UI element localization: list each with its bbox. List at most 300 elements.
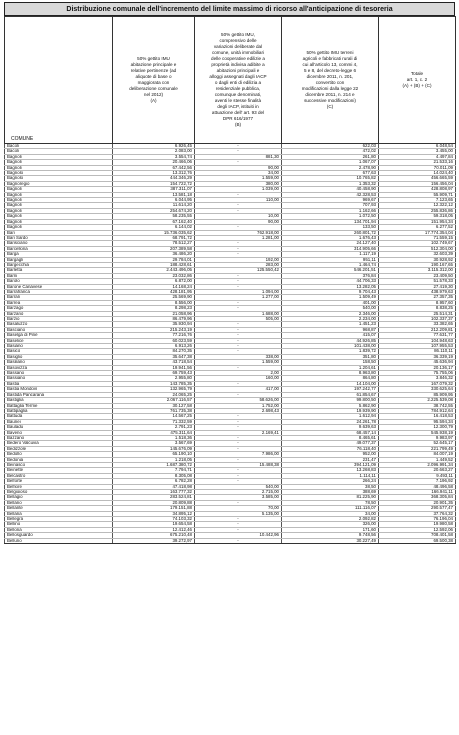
cell-imu-abitazione: 207.389,58	[113, 246, 195, 251]
cell-imu-cooperative: 1.752,00	[195, 403, 282, 408]
cell-totale: 708.401,58	[379, 533, 456, 538]
cell-totale: 16.418,53	[379, 414, 456, 419]
cell-totale: 25.514,31	[379, 311, 456, 316]
cell-imu-abitazione: 67.442,56	[113, 165, 195, 170]
cell-totale: 8.957,60	[379, 300, 456, 305]
cell-imu-abitazione: 8.305,08	[113, 473, 195, 478]
column-header-comune	[5, 17, 113, 144]
cell-comune: Bagnoli	[5, 198, 113, 203]
cell-totale: 12.322,12	[379, 203, 456, 208]
cell-imu-cooperative: 7.986,00	[195, 452, 282, 457]
column-header-line: comune, unità immobiliari	[211, 50, 265, 55]
cell-imu-terreni: 622,03	[282, 144, 379, 149]
cell-imu-terreni: 1.839,72	[282, 349, 379, 354]
table-title	[4, 2, 455, 16]
cell-comune: Bellegra	[5, 517, 113, 522]
cell-imu-terreni: 19.939,90	[282, 408, 379, 413]
cell-imu-terreni: 1.612,94	[282, 414, 379, 419]
cell-totale: 8.838,25	[379, 306, 456, 311]
cell-imu-cooperative: 90,00	[195, 165, 282, 170]
cell-imu-terreni: 2.092,82	[282, 517, 379, 522]
cell-imu-abitazione: 60.023,59	[113, 338, 195, 343]
column-header-line: aventi le stesse finalità	[214, 98, 262, 103]
cell-totale: 7.196,92	[379, 479, 456, 484]
cell-imu-abitazione: 13.581,18	[113, 192, 195, 197]
cell-imu-abitazione: 154.722,72	[113, 181, 195, 186]
column-header-line: abitazione principale e	[130, 62, 177, 67]
cell-imu-terreni: 44.926,85	[282, 338, 379, 343]
cell-comune: Bargecchia	[5, 262, 113, 267]
cell-comune: Basiano	[5, 344, 113, 349]
cell-imu-abitazione: 675.210,48	[113, 533, 195, 538]
cell-imu-cooperative: 2,00	[195, 371, 282, 376]
cell-comune: Bellante	[5, 506, 113, 511]
cell-comune: Barisciano	[5, 241, 113, 246]
cell-totale: 59.318,05	[379, 214, 456, 219]
cell-imu-cooperative: -	[195, 435, 282, 440]
cell-comune: Basovizza	[5, 365, 113, 370]
cell-imu-abitazione: 78.512,27	[113, 241, 195, 246]
cell-imu-terreni: 415,07	[282, 333, 379, 338]
cell-imu-terreni: 134.701,94	[282, 219, 379, 224]
cell-imu-cooperative: 5.135,00	[195, 511, 282, 516]
cell-comune: Bagnoli	[5, 219, 113, 224]
cell-totale: 32.603,39	[379, 252, 456, 257]
cell-imu-terreni: 38,50	[282, 484, 379, 489]
cell-comune: Bagnolo	[5, 176, 113, 181]
cell-imu-cooperative: -	[195, 252, 282, 257]
cell-totale: 48.496,58	[379, 484, 456, 489]
cell-totale: 37.764,32	[379, 511, 456, 516]
cell-imu-terreni: 24.127,40	[282, 241, 379, 246]
cell-imu-abitazione: 29.784,01	[113, 257, 195, 262]
cell-imu-abitazione: 21.058,96	[113, 311, 195, 316]
table-header-row	[5, 17, 456, 144]
cell-totale: 75.755,06	[379, 371, 456, 376]
cell-imu-abitazione: 2.955,80	[113, 376, 195, 381]
cell-totale: 190.167,65	[379, 262, 456, 267]
cell-imu-cooperative: -	[195, 203, 282, 208]
cell-comune: Basiliano	[5, 360, 113, 365]
cell-totale: 102.337,37	[379, 317, 456, 322]
cell-imu-cooperative: -	[195, 446, 282, 451]
cell-imu-terreni: 14.104,00	[282, 381, 379, 386]
cell-imu-abitazione: 387.311,07	[113, 187, 195, 192]
cell-imu-cooperative: -	[195, 160, 282, 165]
cell-imu-cooperative: -	[195, 279, 282, 284]
cell-imu-abitazione: 13.312,76	[113, 171, 195, 176]
cell-imu-abitazione: 36.486,20	[113, 252, 195, 257]
cell-imu-cooperative: -	[195, 538, 282, 543]
cell-imu-cooperative: 90,00	[195, 219, 282, 224]
cell-imu-terreni: 707,93	[282, 203, 379, 208]
cell-comune: Beinette	[5, 468, 113, 473]
column-header-line: dicembre 2011, n. 214 e	[305, 92, 355, 97]
cell-imu-abitazione: 8.556,00	[113, 300, 195, 305]
cell-comune: Barga	[5, 252, 113, 257]
cell-imu-abitazione: 3.554,74	[113, 154, 195, 159]
cell-comune: Belcastro	[5, 473, 113, 478]
cell-comune: Basciano	[5, 327, 113, 332]
cell-imu-abitazione: 39.272,97	[113, 538, 195, 543]
cell-comune: Bagnoli	[5, 225, 113, 230]
cell-imu-cooperative: 34,00	[195, 171, 282, 176]
cell-comune: Bagnoli	[5, 208, 113, 213]
cell-totale: 2.225.539,08	[379, 398, 456, 403]
cell-imu-cooperative: 1.688,00	[195, 311, 282, 316]
cell-imu-cooperative: 125.550,42	[195, 268, 282, 273]
column-header-line: comunque denominati,	[214, 92, 262, 97]
cell-totale: 167.079,32	[379, 381, 456, 386]
column-header-line: delle cooperative edilizie a	[211, 56, 265, 61]
cell-imu-terreni: 101.438,00	[282, 344, 379, 349]
cell-totale: 12.300,79	[379, 425, 456, 430]
cell-imu-cooperative: 1.559,00	[195, 176, 282, 181]
cell-totale: 17.774.354,04	[379, 230, 456, 235]
cell-totale: 255.836,86	[379, 208, 456, 213]
cell-imu-terreni: 388,69	[282, 490, 379, 495]
column-header-line: (B)	[234, 122, 242, 127]
column-header-line: abitazioni principali e	[216, 68, 260, 73]
cell-comune: Bagnoli	[5, 160, 113, 165]
cell-totale: 428.808,97	[379, 187, 456, 192]
cell-comune: Bellona	[5, 527, 113, 532]
cell-comune: Bazzano	[5, 435, 113, 440]
column-header-line: Totale	[410, 71, 424, 76]
cell-imu-terreni: 1.072,50	[282, 214, 379, 219]
cell-imu-cooperative: -	[195, 479, 282, 484]
cell-imu-cooperative: 505,00	[195, 317, 282, 322]
cell-imu-terreni: 472,02	[282, 149, 379, 154]
cell-totale: 212.209,81	[379, 327, 456, 332]
cell-imu-terreni: 1.162,66	[282, 208, 379, 213]
cell-totale: 368.305,84	[379, 495, 456, 500]
cell-comune: Bedonia	[5, 457, 113, 462]
cell-imu-cooperative: -	[195, 338, 282, 343]
cell-imu-abitazione: 6.913,26	[113, 344, 195, 349]
cell-comune: Barzago	[5, 306, 113, 311]
cell-totale: 456.665,59	[379, 176, 456, 181]
cell-imu-cooperative: 338,00	[195, 354, 282, 359]
column-header-line: 50% gettito IMU,	[221, 32, 255, 37]
column-header-line: agricoli e fabbricati rurali di	[302, 56, 358, 61]
cell-imu-cooperative: -	[195, 192, 282, 197]
cell-imu-abitazione: 254.674,20	[113, 208, 195, 213]
cell-imu-cooperative: -	[195, 365, 282, 370]
cell-imu-cooperative: -	[195, 381, 282, 386]
cell-imu-abitazione: 179.151,88	[113, 506, 195, 511]
cell-comune: Basiglio	[5, 354, 113, 359]
column-header-line: maggiorata con	[137, 80, 170, 85]
cell-totale: 86.110,11	[379, 349, 456, 354]
cell-imu-cooperative: 160,00	[195, 376, 282, 381]
cell-imu-abitazione: 2.443.496,05	[113, 268, 195, 273]
cell-imu-cooperative: -	[195, 517, 282, 522]
cell-comune: Bedero Valcuvia	[5, 441, 113, 446]
cell-comune: Bellino	[5, 522, 113, 527]
cell-imu-abitazione: 283.524,81	[113, 495, 195, 500]
cell-imu-terreni: 1.464,74	[282, 262, 379, 267]
cell-imu-cooperative: 2.169,41	[195, 430, 282, 435]
cell-imu-cooperative: 881,30	[195, 154, 282, 159]
cell-comune: Bedizzole	[5, 446, 113, 451]
cell-comune: Barzio	[5, 317, 113, 322]
cell-imu-cooperative: 283,00	[195, 262, 282, 267]
cell-comune: Bedollo	[5, 452, 113, 457]
cell-imu-abitazione: 6.926,45	[113, 144, 195, 149]
cell-imu-cooperative: -	[195, 333, 282, 338]
cell-imu-abitazione: 30.127,58	[113, 403, 195, 408]
cell-imu-abitazione: 7.794,71	[113, 468, 195, 473]
cell-imu-abitazione: 35.647,38	[113, 354, 195, 359]
column-header-line: (C)	[326, 104, 334, 109]
table-body	[5, 144, 456, 544]
cell-imu-terreni: 111.116,07	[282, 506, 379, 511]
cell-comune: Basicò	[5, 349, 113, 354]
cell-imu-terreni: 9.748,56	[282, 533, 379, 538]
cell-imu-terreni: 261,80	[282, 154, 379, 159]
cell-imu-abitazione: 1.218,05	[113, 457, 195, 462]
cell-totale: 20.136,17	[379, 365, 456, 370]
cell-totale: 166.941,11	[379, 490, 456, 495]
cell-imu-abitazione: 15.736.035,62	[113, 230, 195, 235]
cell-imu-cooperative: -	[195, 327, 282, 332]
cell-comune: Bellano	[5, 500, 113, 505]
cell-imu-cooperative: 70,00	[195, 506, 282, 511]
cell-imu-terreni: 42.328,53	[282, 192, 379, 197]
cell-comune: Bagnoli	[5, 203, 113, 208]
cell-comune: Bacoli	[5, 144, 113, 149]
cell-imu-cooperative: 3.585,00	[195, 495, 282, 500]
cell-imu-terreni: 864,80	[282, 376, 379, 381]
cell-comune: Bargagli	[5, 257, 113, 262]
cell-totale: 70.011,09	[379, 165, 456, 170]
cell-comune: Battaglia Terme	[5, 403, 113, 408]
column-header-line: attuazione dell' art. 93 del	[211, 110, 265, 115]
column-header-line: modificazioni dalla legge 22	[301, 86, 359, 91]
cell-imu-terreni: 1.204,61	[282, 365, 379, 370]
cell-imu-terreni: 969,67	[282, 198, 379, 203]
cell-imu-abitazione: 14.168,24	[113, 284, 195, 289]
cell-imu-terreni: 1.353,32	[282, 181, 379, 186]
cell-imu-terreni: 68.457,14	[282, 430, 379, 435]
cell-imu-cooperative: -	[195, 527, 282, 532]
cell-totale: 6.277,52	[379, 225, 456, 230]
cell-totale: 20.901,35	[379, 500, 456, 505]
column-header-line: comprensivo delle	[219, 38, 257, 43]
cell-comune: Bari Sardo	[5, 235, 113, 240]
column-header-line: 50% gettito IMU terreni	[306, 50, 354, 55]
cell-totale: 102.749,67	[379, 241, 456, 246]
cell-comune: Barolo	[5, 279, 113, 284]
cell-comune: Bastiglia	[5, 398, 113, 403]
cell-comune: Baselice	[5, 338, 113, 343]
cell-comune: Bassiano	[5, 376, 113, 381]
cell-imu-abitazione: 77.216,76	[113, 333, 195, 338]
cell-imu-terreni: 351,80	[282, 354, 379, 359]
cell-imu-cooperative: 1.277,00	[195, 295, 282, 300]
cell-imu-abitazione: 23.032,86	[113, 273, 195, 278]
column-header-line: dicembre 2011, n. 201,	[306, 74, 354, 79]
cell-imu-cooperative: 1.039,00	[195, 187, 282, 192]
column-header-line: 5 e 8, del decreto-legge 6	[303, 68, 357, 73]
cell-imu-cooperative: 15.488,38	[195, 462, 282, 467]
cell-imu-terreni: 13.282,05	[282, 284, 379, 289]
cell-imu-abitazione: 2.791,23	[113, 425, 195, 430]
cell-comune: Bellaria	[5, 511, 113, 516]
cell-imu-abitazione: 69.759,43	[113, 371, 195, 376]
cell-imu-terreni: 30.227,49	[282, 538, 379, 543]
cell-imu-cooperative: -	[195, 306, 282, 311]
cell-imu-abitazione: 24.065,25	[113, 392, 195, 397]
cell-comune: Barletta	[5, 268, 113, 273]
column-header-line: degli IACP, istituiti in	[217, 104, 259, 109]
cell-imu-cooperative: 1.281,00	[195, 235, 282, 240]
cell-comune: Basaluzzo	[5, 322, 113, 327]
cell-imu-abitazione: 19.941,56	[113, 365, 195, 370]
cell-imu-terreni: 171,60	[282, 527, 379, 532]
cell-imu-terreni: 314.905,66	[282, 246, 379, 251]
cell-comune: Belluno	[5, 538, 113, 543]
cell-imu-abitazione: 34.895,12	[113, 511, 195, 516]
table-row	[5, 538, 456, 543]
cell-imu-cooperative: -	[195, 241, 282, 246]
cell-comune: Baunei	[5, 419, 113, 424]
cell-imu-cooperative: -	[195, 349, 282, 354]
cell-imu-cooperative: -	[195, 473, 282, 478]
cell-totale: 3.846,32	[379, 376, 456, 381]
cell-imu-abitazione: 1.518,36	[113, 435, 195, 440]
cell-comune: Belfiore	[5, 484, 113, 489]
cell-totale: 330.625,64	[379, 387, 456, 392]
cell-imu-terreni: 24.261,78	[282, 419, 379, 424]
cell-imu-cooperative: 110,00	[195, 198, 282, 203]
column-header-line: convertito con	[315, 80, 345, 85]
cell-imu-abitazione: 6.044,95	[113, 198, 195, 203]
cell-comune: Bagnolo	[5, 171, 113, 176]
column-header-line: cui all'articolo 13, commi 4,	[302, 62, 358, 67]
cell-imu-cooperative: 10.442,96	[195, 533, 282, 538]
column-header-line: variazioni deliberate dal	[213, 44, 263, 49]
cell-totale: 30.928,92	[379, 257, 456, 262]
cell-imu-terreni: 2.234,00	[282, 317, 379, 322]
cell-imu-cooperative: -	[195, 149, 282, 154]
cell-imu-cooperative: -	[195, 273, 282, 278]
cell-totale: 14.024,40	[379, 171, 456, 176]
cell-imu-terreni: 197.242,77	[282, 387, 379, 392]
cell-imu-cooperative: -	[195, 322, 282, 327]
cell-imu-abitazione: 3.567,69	[113, 441, 195, 446]
cell-imu-terreni: 1.451,23	[282, 322, 379, 327]
cell-comune: Barrafranca	[5, 289, 113, 294]
cell-totale: 45.636,94	[379, 360, 456, 365]
cell-totale: 51.578,33	[379, 279, 456, 284]
cell-imu-abitazione: 14.567,25	[113, 414, 195, 419]
cell-comune: Bacoli	[5, 149, 113, 154]
cell-imu-terreni: 1.509,49	[282, 295, 379, 300]
column-header-line: (A) + (B) + (C)	[402, 83, 432, 88]
cell-imu-terreni: 1.067,07	[282, 160, 379, 165]
cell-comune: Barcellona	[5, 246, 113, 251]
column-header-line: art. 1, c. 2	[406, 77, 428, 82]
cell-totale: 76.196,04	[379, 517, 456, 522]
cell-totale: 85.909,95	[379, 392, 456, 397]
cell-totale: 290.577,47	[379, 506, 456, 511]
cell-totale: 36.339,19	[379, 354, 456, 359]
cell-imu-terreni: 326,00	[282, 522, 379, 527]
cell-totale: 107.955,53	[379, 344, 456, 349]
cell-imu-terreni: 78,50	[282, 500, 379, 505]
cell-totale: 7.123,65	[379, 198, 456, 203]
column-header-line: aliquote di base o	[135, 74, 172, 79]
cell-totale: 4.497,84	[379, 154, 456, 159]
cell-imu-abitazione: 25.569,90	[113, 295, 195, 300]
cell-imu-terreni: 260.801,72	[282, 230, 379, 235]
cell-totale: 1.449,52	[379, 457, 456, 462]
column-header-c	[282, 17, 379, 144]
cell-imu-terreni: 49.077,37	[282, 441, 379, 446]
cell-imu-cooperative: -	[195, 300, 282, 305]
cell-totale: 77.631,77	[379, 333, 456, 338]
cell-imu-cooperative: -	[195, 225, 282, 230]
cell-imu-abitazione: 444.346,29	[113, 176, 195, 181]
cell-imu-abitazione: 6.144,02	[113, 225, 195, 230]
cell-imu-terreni: 44.706,33	[282, 279, 379, 284]
cell-imu-terreni: 76.118,40	[282, 446, 379, 451]
cell-comune: Bagnoli	[5, 214, 113, 219]
cell-totale: 27.357,35	[379, 295, 456, 300]
cell-imu-cooperative: 1.094,00	[195, 289, 282, 294]
cell-totale: 84.007,19	[379, 452, 456, 457]
cell-imu-terreni: 951,11	[282, 257, 379, 262]
cell-imu-cooperative: -	[195, 419, 282, 424]
cell-comune: Baselga di Pinè	[5, 333, 113, 338]
cell-totale: 52.645,17	[379, 441, 456, 446]
cell-imu-cooperative: -	[195, 457, 282, 462]
cell-imu-terreni: 34,00	[282, 511, 379, 516]
cell-imu-cooperative: -	[195, 144, 282, 149]
cell-imu-terreni: 13.268,83	[282, 468, 379, 473]
distribution-table	[4, 16, 456, 544]
cell-totale: 104.948,63	[379, 338, 456, 343]
column-header-line: DPR 616/1977	[222, 116, 254, 121]
cell-imu-abitazione: 188.428,61	[113, 262, 195, 267]
cell-comune: Bagnoregio	[5, 181, 113, 186]
cell-comune: Barni	[5, 273, 113, 278]
cell-imu-cooperative: 192,00	[195, 257, 282, 262]
cell-comune: Bastia Mondovì	[5, 387, 113, 392]
cell-imu-terreni: 99.800,50	[282, 398, 379, 403]
cell-imu-cooperative: -	[195, 522, 282, 527]
cell-imu-abitazione: 6.872,00	[113, 279, 195, 284]
cell-imu-abitazione: 163.777,32	[113, 490, 195, 495]
cell-totale: 9.983,97	[379, 435, 456, 440]
column-header-line: residenziale pubblica,	[215, 86, 261, 91]
cell-imu-cooperative: -	[195, 441, 282, 446]
cell-imu-terreni: 1.676,43	[282, 235, 379, 240]
cell-imu-abitazione: 475.311,64	[113, 430, 195, 435]
cell-imu-terreni: 133,50	[282, 225, 379, 230]
cell-imu-abitazione: 215.243,19	[113, 327, 195, 332]
cell-comune: Bassano	[5, 371, 113, 376]
column-header-line: alloggi assegnati dagli IACP	[209, 74, 267, 79]
cell-imu-abitazione: 428.181,95	[113, 289, 195, 294]
cell-comune: Belforte	[5, 479, 113, 484]
cell-totale: 156.456,04	[379, 181, 456, 186]
cell-imu-terreni: 8.963,80	[282, 371, 379, 376]
cell-comune: Barone Canavese	[5, 284, 113, 289]
cell-totale: 38.742,55	[379, 403, 456, 408]
